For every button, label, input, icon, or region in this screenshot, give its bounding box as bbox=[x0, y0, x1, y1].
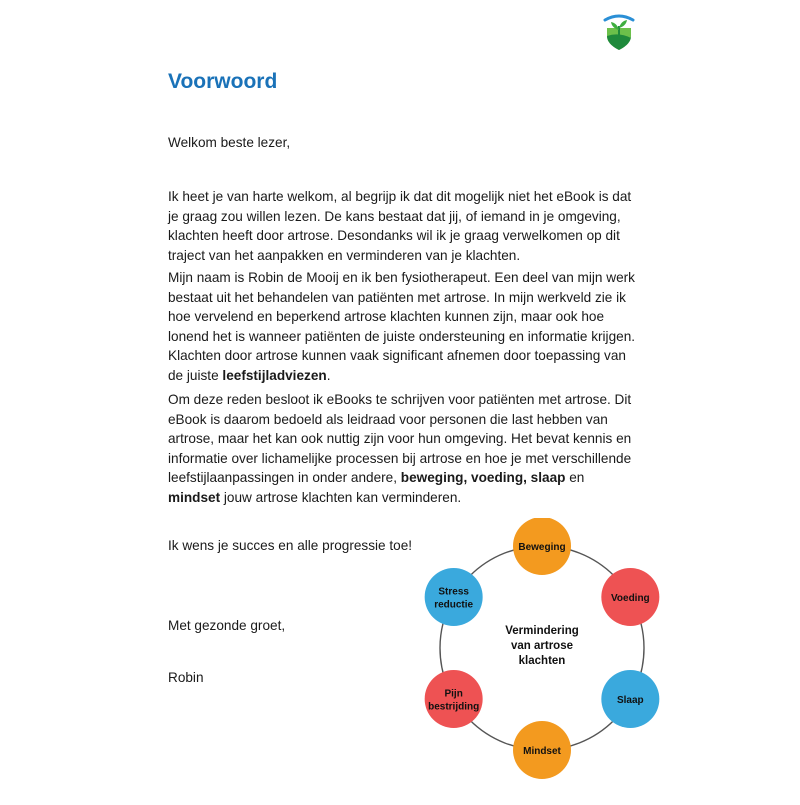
sprout-shield-icon bbox=[602, 14, 636, 52]
about-text: Mijn naam is Robin de Mooij en ik ben fysiotherapeut. Een deel van mijn werk bestaat uit het behandelen van patiënten met artrose. In mijn werkveld zie ik hoe vervelend en beperkend artrose klachten kunnen zijn, maar ook hoe lonend het is wanneer patiënten de juiste ondersteuning en informatie krijgen. Klachten door artrose kunnen vaak significant afnemen door toepassing van de juiste bbox=[168, 270, 636, 383]
cycle-node-label: Slaap bbox=[616, 695, 644, 706]
cycle-node-mindset bbox=[513, 721, 571, 779]
closing-line: Met gezonde groet, bbox=[168, 618, 286, 633]
cycle-node-label: Pijn bestrijding bbox=[428, 688, 480, 713]
purpose-text: Om deze reden besloot ik eBooks te schrijven voor patiënten met artrose. Dit eBook is daarom bedoeld als leidraad voor personen die last hebben van artrose, maar het kan ook nuttig zijn voor hun omgeving. Het bevat kennis en informatie over lichamelijke processen bij artrose en hoe je met verschillende leefstijlaanpassingen in onder andere, bbox=[168, 392, 632, 485]
cycle-node-label: Mindset bbox=[523, 746, 561, 757]
purpose-paragraph bbox=[168, 390, 638, 507]
cycle-center-label: Vermindering van artrose klachten bbox=[505, 625, 579, 667]
cycle-node-slaap bbox=[601, 670, 659, 728]
cycle-node-label: Stress reductie bbox=[434, 586, 474, 611]
cycle-node-beweging bbox=[513, 518, 571, 575]
lifestyle-cycle-diagram bbox=[420, 518, 660, 800]
cycle-node-pijn-bestrijding bbox=[425, 670, 483, 728]
cycle-node-label: Voeding bbox=[610, 593, 650, 604]
about-end: . bbox=[326, 367, 331, 383]
cycle-node-label: Beweging bbox=[518, 542, 566, 553]
about-paragraph bbox=[168, 268, 638, 385]
intro-paragraph: Ik heet je van harte welkom, al begrijp ik dat dit mogelijk niet het eBook is dat je graag zou willen lezen. De kans bestaat dat jij, of iemand in je omgeving, klachten heeft door artrose. Desondanks wil ik je graag verwelkomen op dit traject van het aanpakken en verminderen van je klachten. bbox=[168, 189, 632, 263]
signature: Robin bbox=[168, 670, 204, 685]
purpose-connector: en bbox=[565, 470, 585, 485]
cycle-node-voeding bbox=[601, 568, 659, 626]
purpose-end: jouw artrose klachten kan verminderen. bbox=[220, 489, 462, 505]
about-bold-keyword: leefstijladviezen bbox=[222, 367, 327, 383]
greeting: Welkom beste lezer, bbox=[168, 135, 291, 150]
cycle-node-stress-reductie bbox=[425, 568, 483, 626]
page-title: Voorwoord bbox=[168, 70, 278, 93]
purpose-bold-mindset: mindset bbox=[168, 489, 221, 505]
purpose-bold-topics: beweging, voeding, slaap bbox=[400, 470, 566, 485]
wish-line: Ik wens je succes en alle progressie toe! bbox=[168, 538, 413, 553]
